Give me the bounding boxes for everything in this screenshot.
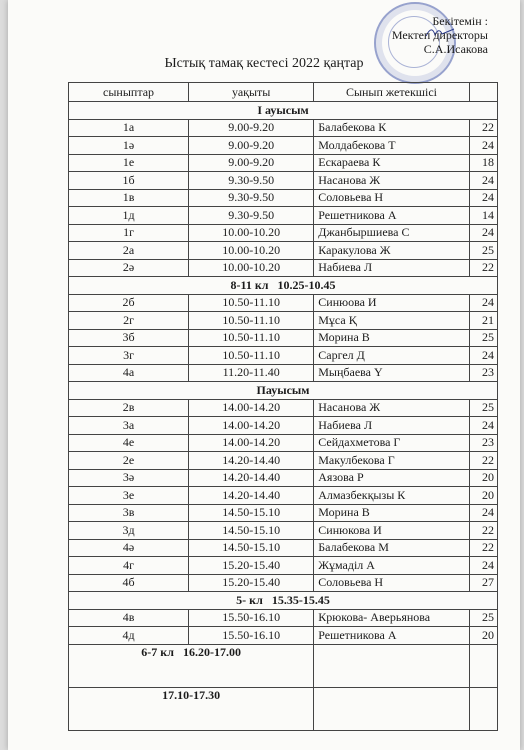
table-row <box>69 557 498 575</box>
count-cell: 21 <box>469 312 497 330</box>
time-cell: 14.00-14.20 <box>189 434 314 452</box>
teacher-cell: Насанова Ж <box>314 172 469 190</box>
table-row <box>69 522 498 540</box>
count-cell: 24 <box>469 347 497 365</box>
time-cell: 9.00-9.20 <box>189 137 314 155</box>
table-row <box>69 434 498 452</box>
count-cell: 24 <box>469 557 497 575</box>
count-cell: 25 <box>469 609 497 627</box>
time-cell: 11.20-11.40 <box>189 364 314 382</box>
band-6-7-cell <box>69 644 314 687</box>
time-cell: 9.30-9.50 <box>189 189 314 207</box>
shift-1-header-label: I ауысым <box>69 102 498 120</box>
table-row <box>69 417 498 435</box>
class-cell: 4г <box>69 557 189 575</box>
empty-cell <box>469 644 497 687</box>
band-class-label: 5- кл <box>236 592 263 607</box>
teacher-cell: Соловьева Н <box>314 574 469 592</box>
director-title: Мектеп директоры <box>391 28 488 42</box>
teacher-cell: Решетникова А <box>314 207 469 225</box>
class-cell: 1а <box>69 119 189 137</box>
table-body <box>69 102 498 731</box>
shift-2-header-label: Пауысым <box>69 382 498 400</box>
time-cell: 15.50-16.10 <box>189 627 314 645</box>
time-cell: 14.50-15.10 <box>189 522 314 540</box>
table-row <box>69 172 498 190</box>
col-header-count <box>469 83 497 102</box>
approval-block <box>392 14 488 56</box>
table-row <box>69 154 498 172</box>
time-cell: 10.50-11.10 <box>189 312 314 330</box>
class-cell: 1б <box>69 172 189 190</box>
time-cell: 10.50-11.10 <box>189 347 314 365</box>
time-cell: 10.00-10.20 <box>189 259 314 277</box>
col-header-teacher: Сынып жетекшісі <box>314 83 469 102</box>
count-cell: 22 <box>469 259 497 277</box>
count-cell: 24 <box>469 294 497 312</box>
teacher-cell: Насанова Ж <box>314 399 469 417</box>
count-cell: 25 <box>469 329 497 347</box>
empty-cell <box>314 687 469 730</box>
col-header-class: сыныптар <box>69 83 189 102</box>
meal-schedule-table <box>68 82 498 731</box>
approval-label: Бекітемін : <box>432 14 488 28</box>
teacher-cell: Макулбекова Г <box>314 452 469 470</box>
time-cell: 14.00-14.20 <box>189 399 314 417</box>
count-cell: 24 <box>469 417 497 435</box>
band-class-label: 8-11 кл <box>230 277 269 292</box>
director-name: С.А.Исакова <box>423 42 488 56</box>
band-8-11 <box>69 277 498 295</box>
count-cell: 23 <box>469 364 497 382</box>
teacher-cell: Ескараева К <box>314 154 469 172</box>
time-cell: 10.00-10.20 <box>189 224 314 242</box>
count-cell: 22 <box>469 119 497 137</box>
teacher-cell: Набиева Л <box>314 259 469 277</box>
table-row <box>69 504 498 522</box>
teacher-cell: Мыңбаева Ү <box>314 364 469 382</box>
class-cell: 4а <box>69 364 189 382</box>
teacher-cell: Саргел Д <box>314 347 469 365</box>
class-cell: 1г <box>69 224 189 242</box>
class-cell: 1е <box>69 154 189 172</box>
class-cell: 2а <box>69 242 189 260</box>
class-cell: 2в <box>69 399 189 417</box>
count-cell: 22 <box>469 452 497 470</box>
teacher-cell: Соловьева Н <box>314 189 469 207</box>
count-cell: 25 <box>469 399 497 417</box>
class-cell: 3д <box>69 522 189 540</box>
teacher-cell: Сейдахметова Г <box>314 434 469 452</box>
table-row <box>69 574 498 592</box>
teacher-cell: Балабекова К <box>314 119 469 137</box>
count-cell: 23 <box>469 434 497 452</box>
table-row <box>69 627 498 645</box>
teacher-cell: Молдабекова Т <box>314 137 469 155</box>
band-last-cell <box>69 687 314 730</box>
class-cell: 4д <box>69 627 189 645</box>
band-last <box>69 687 498 730</box>
band-time: 17.10-17.30 <box>162 687 221 702</box>
teacher-cell: Синюкова И <box>314 522 469 540</box>
document-page <box>8 0 520 750</box>
count-cell: 20 <box>469 487 497 505</box>
table-row <box>69 487 498 505</box>
table-row <box>69 189 498 207</box>
table-row <box>69 469 498 487</box>
time-cell: 10.50-11.10 <box>189 294 314 312</box>
teacher-cell: Мұса Қ <box>314 312 469 330</box>
teacher-cell: Крюкова- Аверьянова <box>314 609 469 627</box>
class-cell: 1д <box>69 207 189 225</box>
band-class-label: 6-7 кл <box>141 644 174 659</box>
count-cell: 24 <box>469 172 497 190</box>
table-row <box>69 242 498 260</box>
table-row <box>69 329 498 347</box>
table-row <box>69 224 498 242</box>
class-cell: 3в <box>69 504 189 522</box>
table-row <box>69 399 498 417</box>
class-cell: 2б <box>69 294 189 312</box>
count-cell: 18 <box>469 154 497 172</box>
time-cell: 15.20-15.40 <box>189 574 314 592</box>
class-cell: 3г <box>69 347 189 365</box>
time-cell: 14.50-15.10 <box>189 504 314 522</box>
class-cell: 4в <box>69 609 189 627</box>
teacher-cell: Морина В <box>314 329 469 347</box>
band-time: 15.35-15.45 <box>271 592 330 607</box>
class-cell: 4ә <box>69 539 189 557</box>
band-6-7 <box>69 644 498 687</box>
teacher-cell: Аязова Р <box>314 469 469 487</box>
table-row <box>69 137 498 155</box>
teacher-cell: Каракулова Ж <box>314 242 469 260</box>
time-cell: 14.50-15.10 <box>189 539 314 557</box>
time-cell: 10.50-11.10 <box>189 329 314 347</box>
time-cell: 9.30-9.50 <box>189 172 314 190</box>
shift-2-header <box>69 382 498 400</box>
count-cell: 14 <box>469 207 497 225</box>
time-cell: 9.00-9.20 <box>189 119 314 137</box>
table-row <box>69 119 498 137</box>
teacher-cell: Джанбыршиева С <box>314 224 469 242</box>
table-row <box>69 294 498 312</box>
time-cell: 14.00-14.20 <box>189 417 314 435</box>
class-cell: 2ә <box>69 259 189 277</box>
table-row <box>69 259 498 277</box>
count-cell: 27 <box>469 574 497 592</box>
time-cell: 10.00-10.20 <box>189 242 314 260</box>
empty-cell <box>314 644 469 687</box>
time-cell: 15.20-15.40 <box>189 557 314 575</box>
time-cell: 14.20-14.40 <box>189 452 314 470</box>
table-row <box>69 207 498 225</box>
class-cell: 1ә <box>69 137 189 155</box>
class-cell: 3е <box>69 487 189 505</box>
count-cell: 24 <box>469 137 497 155</box>
class-cell: 1в <box>69 189 189 207</box>
count-cell: 24 <box>469 504 497 522</box>
class-cell: 4б <box>69 574 189 592</box>
table-row <box>69 452 498 470</box>
class-cell: 3б <box>69 329 189 347</box>
time-cell: 14.20-14.40 <box>189 469 314 487</box>
shift-1-header <box>69 102 498 120</box>
teacher-cell: Алмазбекқызы К <box>314 487 469 505</box>
teacher-cell: Балабекова М <box>314 539 469 557</box>
count-cell: 20 <box>469 627 497 645</box>
count-cell: 22 <box>469 539 497 557</box>
document-title: Ыстық тамақ кестесі 2022 қаңтар <box>164 56 364 71</box>
col-header-time: уақыты <box>189 83 314 102</box>
class-cell: 2г <box>69 312 189 330</box>
time-cell: 14.20-14.40 <box>189 487 314 505</box>
count-cell: 24 <box>469 224 497 242</box>
teacher-cell: Жұмаділ А <box>314 557 469 575</box>
band-5-cell <box>69 592 498 610</box>
teacher-cell: Синюова И <box>314 294 469 312</box>
empty-cell <box>469 687 497 730</box>
table-row <box>69 312 498 330</box>
table-row <box>69 347 498 365</box>
band-time: 10.25-10.45 <box>277 277 336 292</box>
class-cell: 3ә <box>69 469 189 487</box>
table-header-row <box>69 83 498 102</box>
time-cell: 9.30-9.50 <box>189 207 314 225</box>
band-time: 16.20-17.00 <box>182 644 241 659</box>
count-cell: 25 <box>469 242 497 260</box>
class-cell: 4е <box>69 434 189 452</box>
teacher-cell: Решетникова А <box>314 627 469 645</box>
time-cell: 15.50-16.10 <box>189 609 314 627</box>
count-cell: 24 <box>469 189 497 207</box>
table-row <box>69 364 498 382</box>
time-cell: 9.00-9.20 <box>189 154 314 172</box>
count-cell: 22 <box>469 522 497 540</box>
table-row <box>69 539 498 557</box>
count-cell: 20 <box>469 469 497 487</box>
band-8-11-cell <box>69 277 498 295</box>
class-cell: 3а <box>69 417 189 435</box>
teacher-cell: Морина В <box>314 504 469 522</box>
table-row <box>69 609 498 627</box>
teacher-cell: Набиева Л <box>314 417 469 435</box>
class-cell: 2е <box>69 452 189 470</box>
band-5 <box>69 592 498 610</box>
